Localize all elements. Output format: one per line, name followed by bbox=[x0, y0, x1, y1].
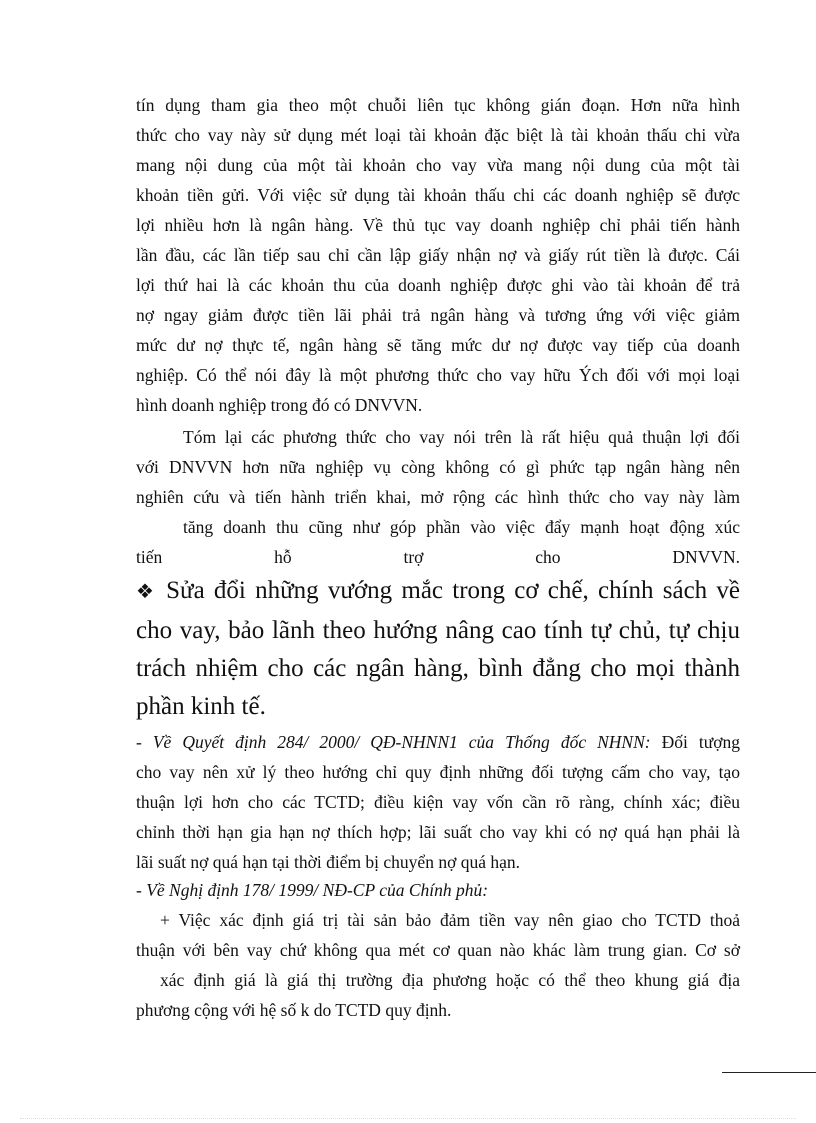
paragraph1-line-4: khoản tiền gửi. Với việc sử dụng tài khoản thấu chi các doanh nghiệp sẽ được bbox=[136, 185, 740, 205]
section-heading-text: Sửa đổi những vướng mắc trong cơ chế, chính sách về bbox=[166, 577, 741, 604]
paragraph1-line-6: lần đầu, các lần tiếp sau chỉ cần lập giấy nhận nợ và giấy rút tiền là được. Cái bbox=[136, 245, 740, 265]
decision-item-line-4: chỉnh thời hạn gia hạn nợ thích hợp; lãi suất cho vay khi có nợ quá hạn phải là bbox=[136, 822, 740, 842]
paragraph1-line-1: tín dụng tham gia theo một chuỗi liên tục không gián đoạn. Hơn nữa hình bbox=[136, 95, 740, 115]
decision-item-lead: Đối tượng bbox=[661, 732, 741, 752]
section-heading-line-4: phần kinh tế. bbox=[136, 693, 266, 720]
decree-item-line-2: thuận với bên vay chứ không qua mét cơ quan nào khác làm trung gian. Cơ sở bbox=[136, 940, 740, 960]
decree-item-line-1: + Việc xác định giá trị tài sản bảo đảm tiền vay nên giao cho TCTD thoả bbox=[160, 910, 740, 930]
paragraph1-line-11: hình doanh nghiệp trong đó có DNVVN. bbox=[136, 395, 423, 415]
paragraph2-line-3: nghiên cứu và tiến hành triển khai, mở rộng các hình thức cho vay này làm bbox=[136, 487, 740, 507]
decision-item-line-5: lãi suất nợ quá hạn tại thời điểm bị chuyển nợ quá hạn. bbox=[136, 852, 520, 872]
paragraph1-line-10: nghiệp. Có thể nói đây là một phương thức cho vay hữu Ých đối với mọi loại bbox=[136, 365, 740, 385]
page-bottom-divider bbox=[20, 1118, 796, 1119]
paragraph2-line-2: với DNVVN hơn nữa nghiệp vụ còng không có gì phức tạp ngân hàng nên bbox=[136, 457, 740, 477]
decision-item-line-3: thuận lợi hơn cho các TCTD; điều kiện vay vốn cần rõ ràng, chính xác; điều bbox=[136, 792, 740, 812]
section-heading-line-1 bbox=[136, 574, 740, 608]
paragraph1-line-5: lợi nhiều hơn là ngân hàng. Về thủ tục vay doanh nghiệp chỉ phải tiến hành bbox=[136, 215, 740, 235]
decree-item-line-3: xác định giá là giá thị trường địa phương hoặc có thể theo khung giá địa bbox=[160, 970, 740, 990]
diamond-bullet-icon: ❖ bbox=[136, 579, 157, 603]
footer-rule bbox=[722, 1072, 816, 1073]
paragraph2-line-4: tăng doanh thu cũng như góp phần vào việc đẩy mạnh hoạt động xúc bbox=[183, 517, 740, 537]
section-heading-line-3: trách nhiệm cho các ngân hàng, bình đẳng cho mọi thành bbox=[136, 655, 740, 682]
paragraph1-line-8: nợ ngay giảm được tiền lãi phải trả ngân hàng và tương ứng với việc giảm bbox=[136, 305, 740, 325]
paragraph1-line-9: mức dư nợ thực tế, ngân hàng sẽ tăng mức dư nợ được vay tiếp của doanh bbox=[136, 335, 740, 355]
decision-item-line-2: cho vay nên xử lý theo hướng chỉ quy định những đối tượng cấm cho vay, tạo bbox=[136, 762, 740, 782]
decision-item-title: - Về Quyết định 284/ 2000/ QĐ-NHNN1 của Thống đốc NHNN: bbox=[136, 732, 651, 752]
decree-item-line-4: phương cộng với hệ số k do TCTD quy định. bbox=[136, 1000, 452, 1020]
paragraph1-line-2: thức cho vay này sử dụng mét loại tài khoản đặc biệt là tài khoản thấu chi vừa bbox=[136, 125, 740, 145]
paragraph2-line-5: tiến hỗ trợ cho DNVVN. bbox=[136, 547, 740, 567]
paragraph2-line-1: Tóm lại các phương thức cho vay nói trên là rất hiệu quả thuận lợi đối bbox=[183, 427, 740, 447]
section-heading-line-2: cho vay, bảo lãnh theo hướng nâng cao tính tự chủ, tự chịu bbox=[136, 617, 740, 644]
decree-item-title: - Về Nghị định 178/ 1999/ NĐ-CP của Chính phủ: bbox=[136, 880, 489, 900]
paragraph1-line-7: lợi thứ hai là các khoản thu của doanh nghiệp được ghi vào tài khoản để trả bbox=[136, 275, 740, 295]
paragraph1-line-3: mang nội dung của một tài khoản cho vay vừa mang nội dung của một tài bbox=[136, 155, 740, 175]
decision-item-line-1 bbox=[136, 729, 740, 755]
